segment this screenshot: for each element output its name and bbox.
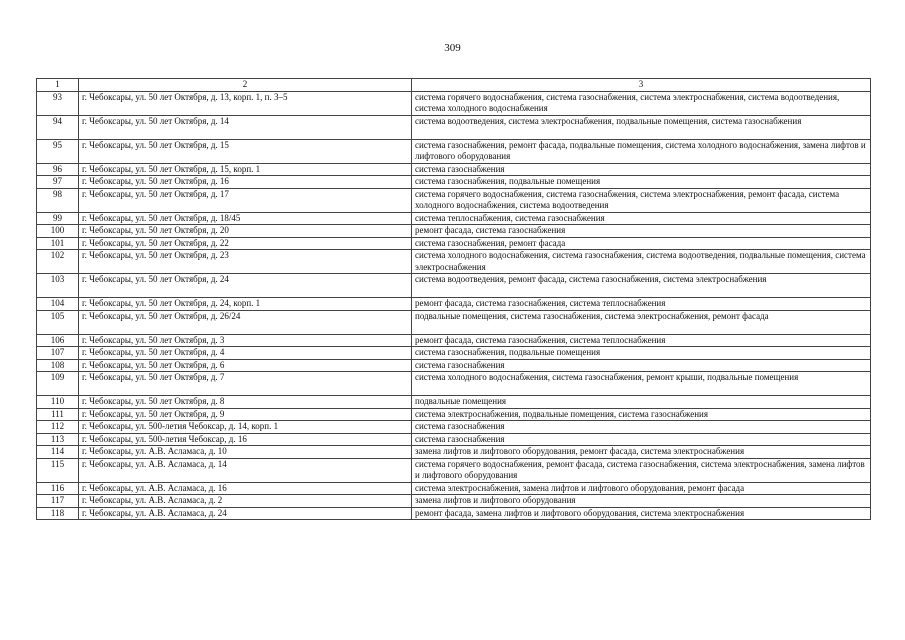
row-number: 115 [37,458,79,482]
table-row [37,458,871,482]
row-works: подвальные помещения, система газоснабжения, система электроснабжения, ремонт фасада [412,310,871,334]
row-number: 104 [37,298,79,311]
row-address: г. Чебоксары, ул. 50 лет Октября, д. 7 [79,372,412,396]
table-row [37,495,871,508]
row-number: 103 [37,274,79,298]
row-works: система электроснабжения, замена лифтов и лифтового оборудования, ремонт фасада [412,482,871,495]
column-header-address: 2 [79,79,412,92]
table-row [37,176,871,189]
row-number: 105 [37,310,79,334]
row-address: г. Чебоксары, ул. 50 лет Октября, д. 8 [79,396,412,409]
row-number: 102 [37,250,79,274]
row-address: г. Чебоксары, ул. 50 лет Октября, д. 16 [79,176,412,189]
row-address: г. Чебоксары, ул. 50 лет Октября, д. 13, корп. 1, п. 3–5 [79,91,412,115]
table-row [37,446,871,459]
row-works: ремонт фасада, система газоснабжения, система теплоснабжения [412,334,871,347]
row-works: ремонт фасада, система газоснабжения [412,225,871,238]
table-row [37,372,871,396]
row-number: 109 [37,372,79,396]
row-works: система водоотведения, система электроснабжения, подвальные помещения, система газоснабжения [412,115,871,139]
row-address: г. Чебоксары, ул. А.В. Асламаса, д. 16 [79,482,412,495]
table-row [37,274,871,298]
row-address: г. Чебоксары, ул. 50 лет Октября, д. 15 [79,139,412,163]
row-number: 96 [37,163,79,176]
table-row [37,298,871,311]
row-address: г. Чебоксары, ул. 50 лет Октября, д. 6 [79,359,412,372]
column-header-works: 3 [412,79,871,92]
row-number: 113 [37,433,79,446]
table-row [37,507,871,520]
row-address: г. Чебоксары, ул. А.В. Асламаса, д. 10 [79,446,412,459]
row-address: г. Чебоксары, ул. 50 лет Октября, д. 4 [79,347,412,360]
table-row [37,212,871,225]
row-address: г. Чебоксары, ул. А.В. Асламаса, д. 2 [79,495,412,508]
table-row [37,225,871,238]
row-address: г. Чебоксары, ул. 50 лет Октября, д. 17 [79,188,412,212]
table-row [37,188,871,212]
row-works: система газоснабжения, подвальные помещения [412,347,871,360]
row-works: ремонт фасада, замена лифтов и лифтового оборудования, система электроснабжения [412,507,871,520]
row-address: г. Чебоксары, ул. 500-летия Чебоксар, д. 16 [79,433,412,446]
row-address: г. Чебоксары, ул. 50 лет Октября, д. 3 [79,334,412,347]
row-works: система газоснабжения [412,433,871,446]
table-row [37,482,871,495]
table-header-row [37,79,871,92]
row-works: система холодного водоснабжения, система газоснабжения, ремонт крыши, подвальные помещения [412,372,871,396]
row-address: г. Чебоксары, ул. 50 лет Октября, д. 18/45 [79,212,412,225]
table-row [37,433,871,446]
row-address: г. Чебоксары, ул. 50 лет Октября, д. 23 [79,250,412,274]
row-works: замена лифтов и лифтового оборудования [412,495,871,508]
table-row [37,408,871,421]
row-address: г. Чебоксары, ул. 500-летия Чебоксар, д. 14, корп. 1 [79,421,412,434]
row-address: г. Чебоксары, ул. 50 лет Октября, д. 20 [79,225,412,238]
row-address: г. Чебоксары, ул. 50 лет Октября, д. 26/24 [79,310,412,334]
row-number: 108 [37,359,79,372]
row-works: система водоотведения, ремонт фасада, система газоснабжения, система электроснабжения [412,274,871,298]
row-number: 118 [37,507,79,520]
row-number: 107 [37,347,79,360]
column-header-number: 1 [37,79,79,92]
row-address: г. Чебоксары, ул. 50 лет Октября, д. 24, корп. 1 [79,298,412,311]
table-row [37,91,871,115]
row-works: система газоснабжения [412,359,871,372]
row-number: 94 [37,115,79,139]
row-works: система теплоснабжения, система газоснабжения [412,212,871,225]
row-number: 112 [37,421,79,434]
row-works: система электроснабжения, подвальные помещения, система газоснабжения [412,408,871,421]
row-number: 101 [37,237,79,250]
buildings-table [36,78,871,520]
row-works: подвальные помещения [412,396,871,409]
row-number: 106 [37,334,79,347]
row-number: 110 [37,396,79,409]
row-works: система газоснабжения, ремонт фасада [412,237,871,250]
row-number: 111 [37,408,79,421]
row-works: система горячего водоснабжения, система газоснабжения, система электроснабжения, система водоотведения, система холодного водоснабжения [412,91,871,115]
page-number: 309 [444,42,461,54]
row-works: замена лифтов и лифтового оборудования, ремонт фасада, система электроснабжения [412,446,871,459]
table-row [37,139,871,163]
row-address: г. Чебоксары, ул. А.В. Асламаса, д. 14 [79,458,412,482]
row-address: г. Чебоксары, ул. 50 лет Октября, д. 14 [79,115,412,139]
row-works: ремонт фасада, система газоснабжения, система теплоснабжения [412,298,871,311]
table-row [37,115,871,139]
table-row [37,310,871,334]
row-number: 116 [37,482,79,495]
row-works: система горячего водоснабжения, ремонт фасада, система газоснабжения, система электроснабжения, замена лифтов и лифтового оборудования [412,458,871,482]
row-works: система холодного водоснабжения, система газоснабжения, система водоотведения, подвальные помещения, система электроснабжения [412,250,871,274]
row-works: система газоснабжения [412,421,871,434]
row-number: 98 [37,188,79,212]
row-number: 117 [37,495,79,508]
table-row [37,163,871,176]
table-row [37,421,871,434]
row-address: г. Чебоксары, ул. 50 лет Октября, д. 9 [79,408,412,421]
row-address: г. Чебоксары, ул. 50 лет Октября, д. 22 [79,237,412,250]
table-row [37,396,871,409]
row-address: г. Чебоксары, ул. 50 лет Октября, д. 15, корп. 1 [79,163,412,176]
row-number: 97 [37,176,79,189]
table-row [37,250,871,274]
row-works: система газоснабжения, ремонт фасада, подвальные помещения, система холодного водоснабжения, замена лифтов и лифтового оборудования [412,139,871,163]
table-row [37,347,871,360]
row-number: 100 [37,225,79,238]
row-number: 93 [37,91,79,115]
row-number: 99 [37,212,79,225]
row-number: 114 [37,446,79,459]
row-number: 95 [37,139,79,163]
table-row [37,334,871,347]
table-row [37,359,871,372]
row-works: система газоснабжения [412,163,871,176]
row-address: г. Чебоксары, ул. А.В. Асламаса, д. 24 [79,507,412,520]
row-works: система газоснабжения, подвальные помещения [412,176,871,189]
row-works: система горячего водоснабжения, система газоснабжения, система электроснабжения, ремонт фасада, система холодного водоснабжения, система водоотведения [412,188,871,212]
row-address: г. Чебоксары, ул. 50 лет Октября, д. 24 [79,274,412,298]
table-row [37,237,871,250]
